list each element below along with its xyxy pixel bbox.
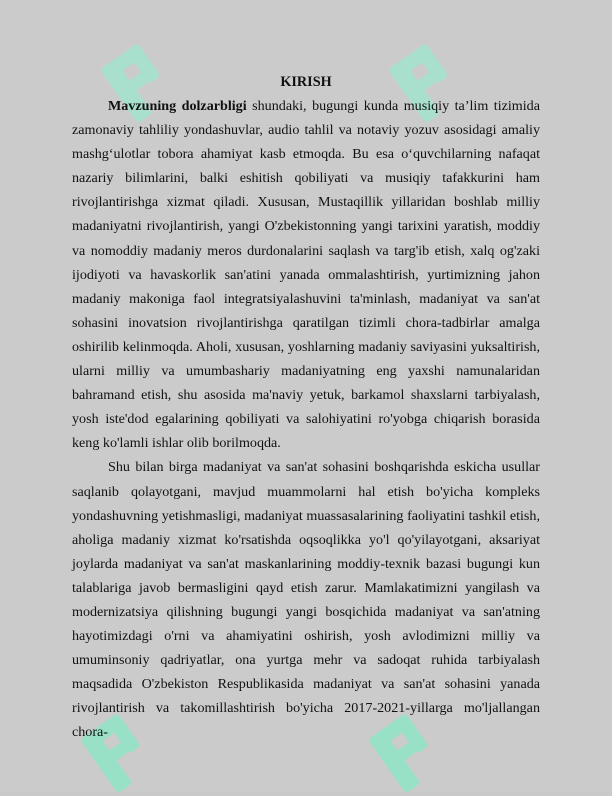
paragraph xyxy=(72,455,540,744)
paragraph-lead: Mavzuning dolzarbligi xyxy=(108,98,247,114)
paragraph xyxy=(72,94,540,455)
section-title: KIRISH xyxy=(280,74,332,90)
paragraph-text: Shu bilan birga madaniyat va san'at sohasini boshqarishda eskicha usullar saqlanib qolayotgani, mavjud muammolarni hal etish bo'yicha kompleks yondashuvning yetishmasligi, madaniyat muassasalarining faoliyatini tashkil etish, aholiga madaniy xizmat ko'rsatishda oqsoqlikka yo'l qo'yilayotgani, aksariyat joylarda madaniyat va san'at maskanlarining moddiy-texnik bazasi bugungi kun talablariga javob bermasligini qayd etish zarur. Mamlakatimizni yangilash va modernizatsiya qilishning bugungi yangi bosqichida madaniyat va san'atning hayotimizdagi o'rni va ahamiyatini oshirish, yosh avlodimizni milliy va umuminsoniy qadriyatlar, ona yurtga mehr va sadoqat ruhida tarbiyalash maqsadida O'zbekiston Respublikasida madaniyat va san'at sohasini yanada rivojlantirish va takomillashtirish bo'yicha 2017-2021-yillarga mo'ljallangan chora- xyxy=(72,459,540,741)
document-body xyxy=(72,70,540,745)
paragraph-text: shundaki, bugungi kunda musiqiy ta’lim tizimida zamonaviy tahliliy yondashuvlar, audio tahlil va notaviy yozuv asosidagi amaliy mashg‘ulotlar tobora ahamiyat kasb etmoqda. Bu esa o‘quvchilarning nafaqat nazariy bilimlarini, balki eshitish qobiliyati va musiqiy tafakkurini ham rivojlantirishga xizmat qiladi. Xususan, Mustaqillik yillaridan boshlab milliy madaniyatni rivojlantirish, yangi O'zbekistonning yangi tarixini yaratish, moddiy va nomoddiy madaniy meros durdonalarini saqlash va targ'ib etish, xalq og'zaki ijodiyoti va havaskorlik san'atini yanada ommalashtirish, yurtimizning jahon madaniy makoniga faol integratsiyalashuvini ta'minlash, madaniyat va san'at sohasini inovatsion rivojlantirishga qaratilgan tizimli chora-tadbirlar amalga oshirilib kelinmoqda. Aholi, xususan, yoshlarning madaniy saviyasini yuksaltirish, ularni milliy va umumbashariy madaniyatning eng yaxshi namunalaridan bahramand etish, shu asosida ma'naviy yetuk, barkamol shaxslarni tarbiyalash, yosh iste'dod egalarining qobiliyati va salohiyatini ro'yobga chiqarish borasida keng ko'lamli ishlar olib borilmoqda. xyxy=(72,98,540,452)
